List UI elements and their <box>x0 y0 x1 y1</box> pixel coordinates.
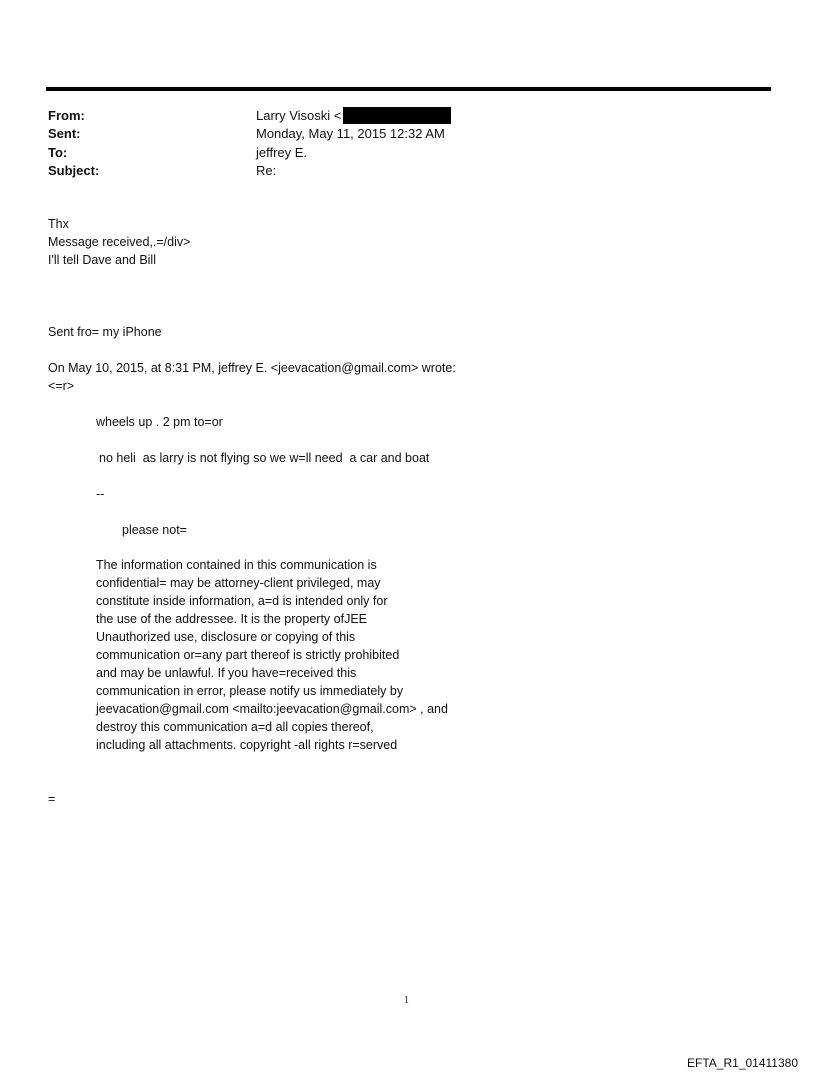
please-note: please not= <box>122 523 187 537</box>
from-label: From: <box>48 108 85 123</box>
quoted-line: no heli as larry is not flying so we w=ll need a car and boat <box>99 451 430 465</box>
page-number: 1 <box>404 995 409 1006</box>
reply-line: I'll tell Dave and Bill <box>48 253 156 267</box>
subject-label: Subject: <box>48 163 100 178</box>
sent-value: Monday, May 11, 2015 12:32 AM <box>256 126 445 141</box>
sent-label: Sent: <box>48 126 81 141</box>
to-value: jeffrey E. <box>256 145 308 160</box>
reply-line: Message received,.=/div> <box>48 235 191 249</box>
disclaimer-line: the use of the addressee. It is the property ofJEE <box>96 612 367 626</box>
redaction-box <box>343 107 451 124</box>
from-name: Larry Visoski < <box>256 108 342 123</box>
disclaimer-line: confidential= may be attorney-client privileged, may <box>96 576 381 590</box>
reply-line: Thx <box>48 217 69 231</box>
header-rule <box>46 87 771 91</box>
trailing-mark: = <box>48 792 56 806</box>
disclaimer-line: destroy this communication a=d all copies thereof, <box>96 720 374 734</box>
signature: Sent fro= my iPhone <box>48 325 162 339</box>
disclaimer-line: jeevacation@gmail.com <mailto:jeevacation@gmail.com> , and <box>96 702 448 716</box>
disclaimer-line: and may be unlawful. If you have=received this <box>96 666 357 680</box>
subject-value: Re: <box>256 163 277 178</box>
quote-marker: <=r> <box>48 379 75 393</box>
disclaimer-line: The information contained in this communication is <box>96 558 377 572</box>
quoted-line: wheels up . 2 pm to=or <box>96 415 223 429</box>
disclaimer-line: Unauthorized use, disclosure or copying of this <box>96 630 356 644</box>
from-value <box>256 107 451 125</box>
to-label: To: <box>48 145 68 160</box>
disclaimer-line: constitute inside information, a=d is intended only for <box>96 594 388 608</box>
disclaimer-line: including all attachments. copyright -all rights r=served <box>96 738 398 752</box>
disclaimer-line: communication in error, please notify us immediately by <box>96 684 404 698</box>
disclaimer-line: communication or=any part thereof is strictly prohibited <box>96 648 400 662</box>
quote-intro: On May 10, 2015, at 8:31 PM, jeffrey E. <jeevacation@gmail.com> wrote: <box>48 361 456 375</box>
document-id: EFTA_R1_01411380 <box>687 1056 798 1070</box>
quoted-separator: -- <box>96 487 105 501</box>
